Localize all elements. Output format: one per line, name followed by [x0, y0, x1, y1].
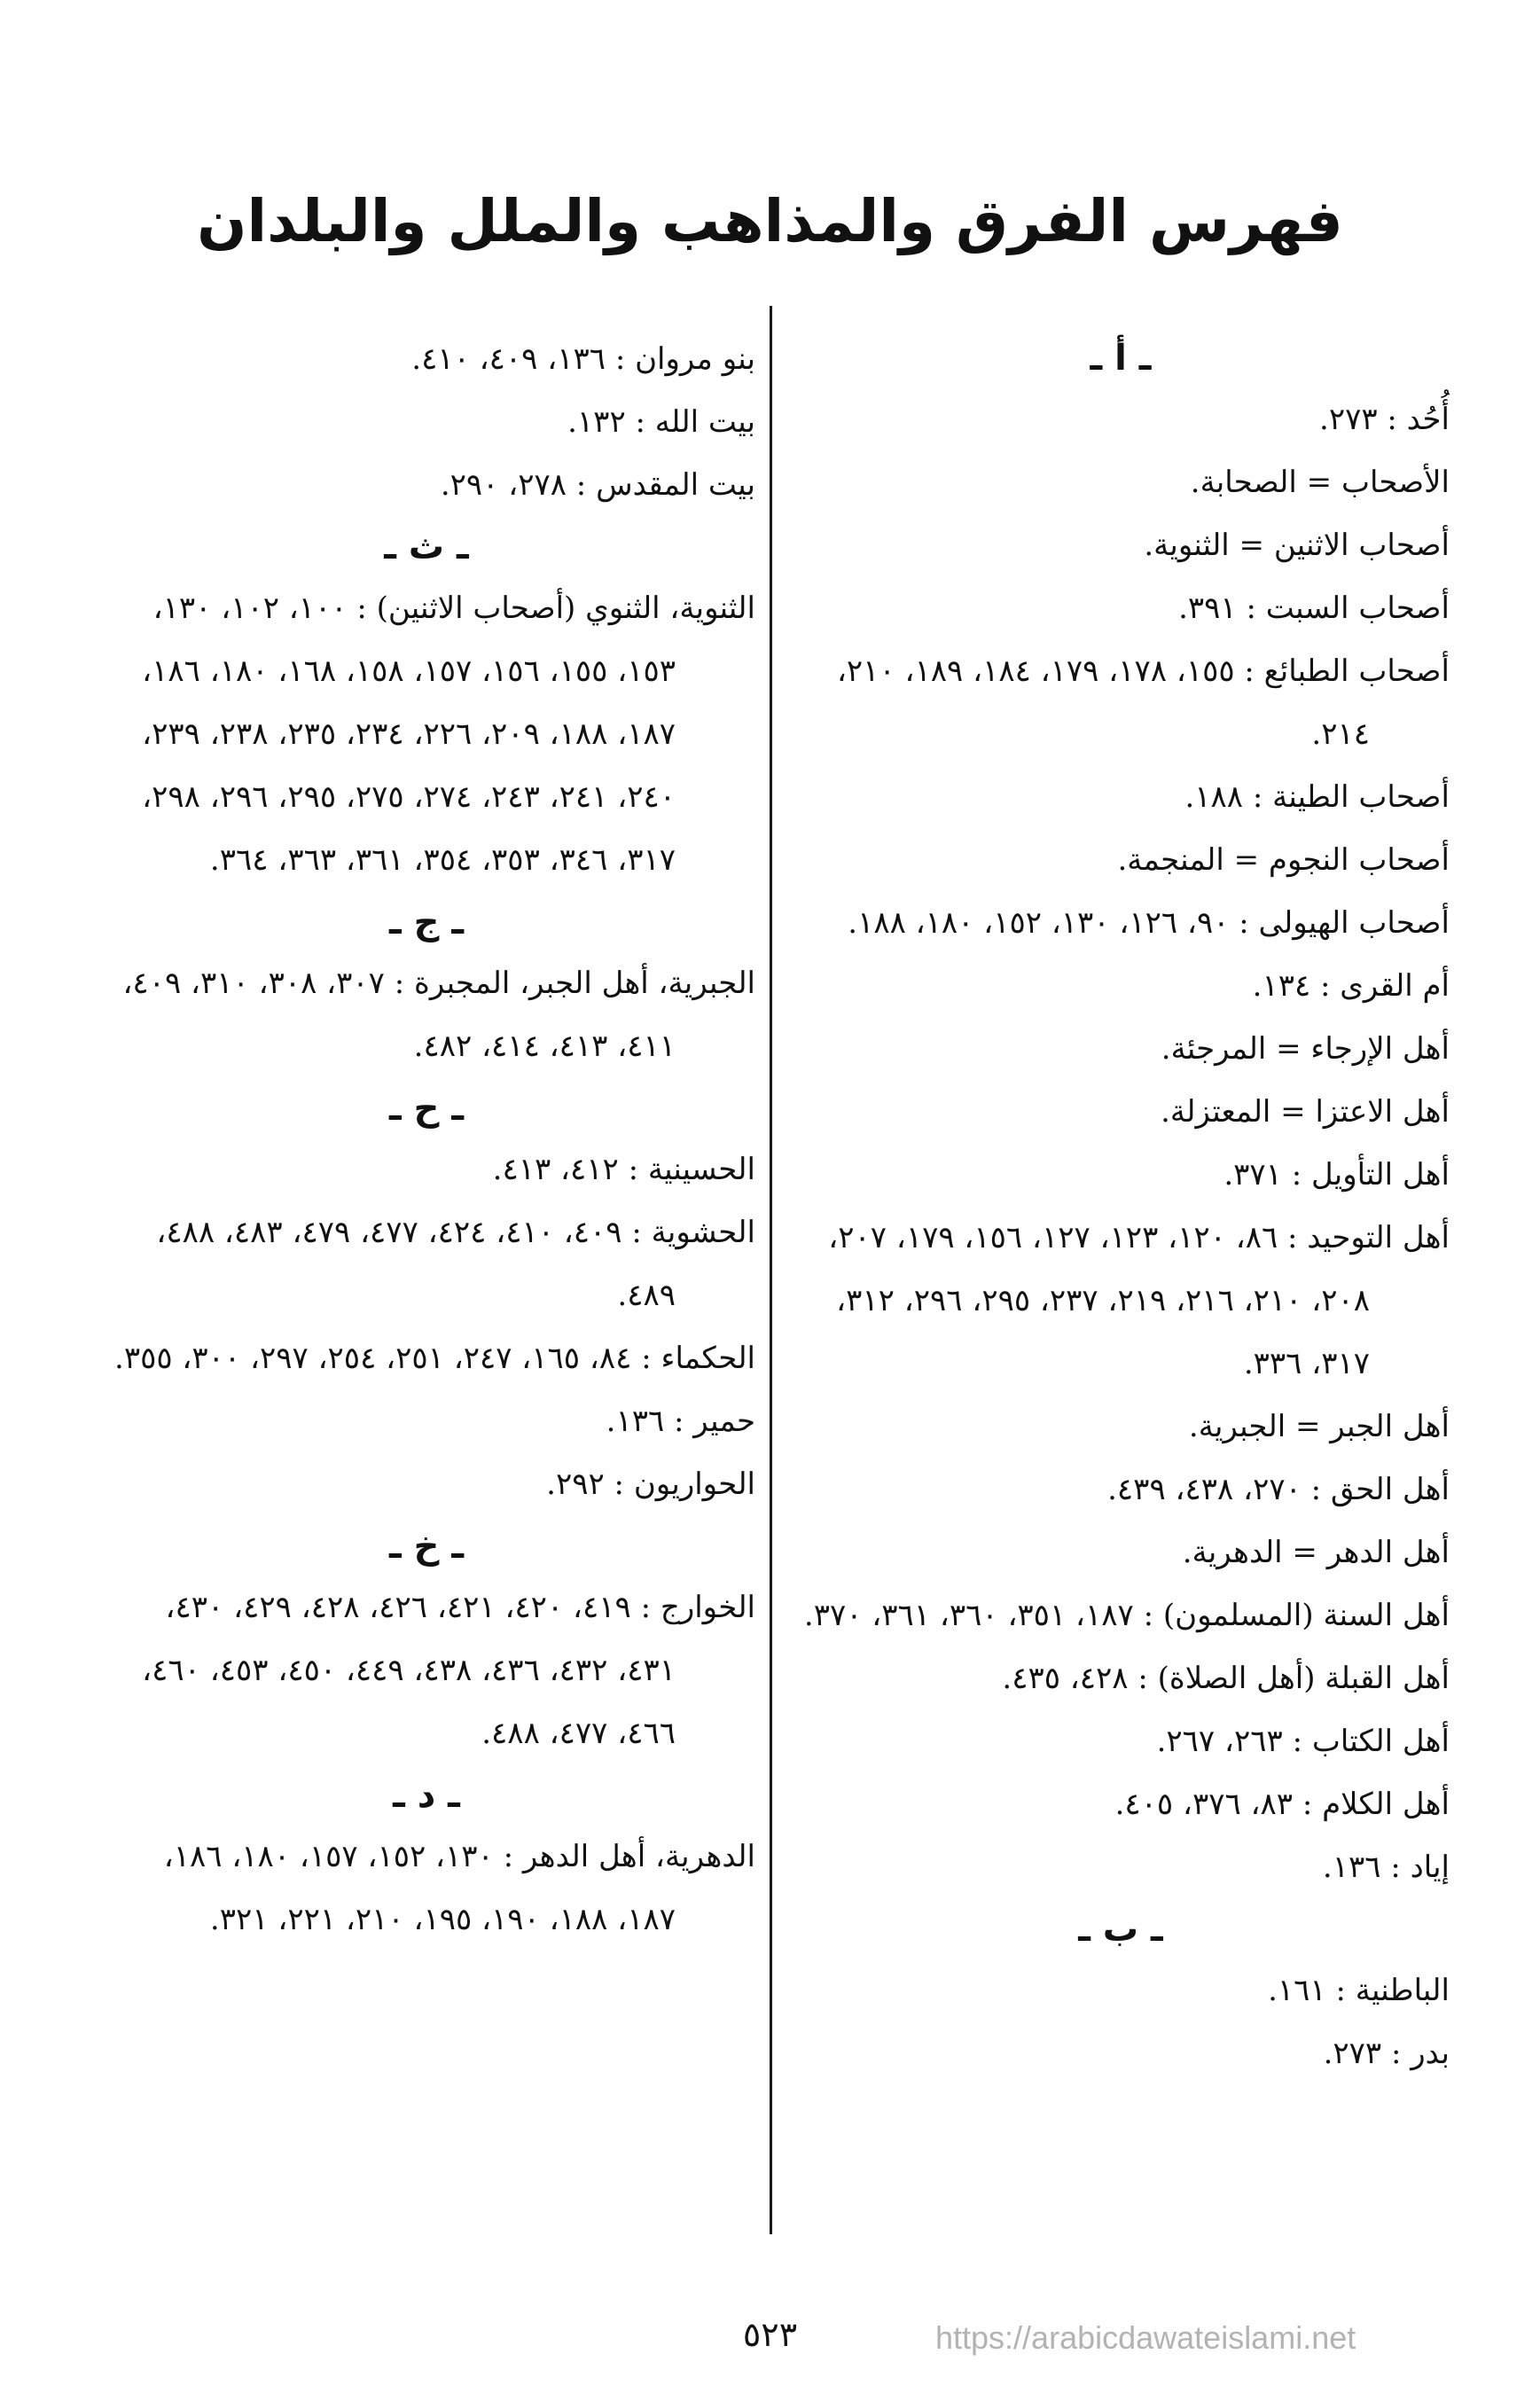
index-entry: الدهرية، أهل الدهر : ١٣٠، ١٥٢، ١٥٧، ١٨٠، ١٨٦، ١٨٧، ١٨٨، ١٩٠، ١٩٥، ٢١٠، ٢٢١، ٣٢١.	[163, 1839, 755, 1937]
index-entry: بيت الله : ١٣٢.	[567, 404, 755, 440]
index-entry: أصحاب الاثنين = الثنوية.	[1144, 528, 1450, 563]
section-heading-ha: ـ ح ـ	[388, 1088, 465, 1129]
index-entry: أهل الحق : ٢٧٠، ٤٣٨، ٤٣٩.	[1107, 1472, 1450, 1507]
index-entry: أهل الكلام : ٨٣، ٣٧٦، ٤٠٥.	[1114, 1787, 1450, 1822]
index-entry: أصحاب الهيولى : ٩٠، ١٢٦، ١٣٠، ١٥٢، ١٨٠، ١٨٨.	[848, 905, 1450, 941]
index-entry: أهل الدهر = الدهرية.	[1182, 1535, 1450, 1570]
index-entry: أصحاب النجوم = المنجمة.	[1117, 842, 1450, 878]
index-entry: أصحاب الطبائع : ١٥٥، ١٧٨، ١٧٩، ١٨٤، ١٨٩، ٢١٠، ٢١٤.	[836, 653, 1450, 752]
index-entry: الخوارج : ٤١٩، ٤٢٠، ٤٢١، ٤٢٦، ٤٢٨، ٤٢٩، ٤٣٠، ٤٣١، ٤٣٢، ٤٣٦، ٤٣٨، ٤٤٩، ٤٥٠، ٤٥٣، ٤٦٠، ٤٦٦، ٤٧٧، ٤٨٨.	[142, 1590, 755, 1751]
index-column-left	[98, 328, 755, 1951]
section-heading-jim: ـ ج ـ	[388, 902, 465, 942]
index-entry: أهل الإرجاء = المرجئة.	[1161, 1031, 1450, 1067]
index-entry: الأصحاب = الصحابة.	[1190, 465, 1450, 500]
index-entry: أهل الجبر = الجبرية.	[1188, 1409, 1450, 1444]
index-entry: حمير : ١٣٦.	[606, 1404, 755, 1439]
page-number: ٥٢٣	[742, 2315, 798, 2354]
index-entry: الحشوية : ٤٠٩، ٤١٠، ٤٢٤، ٤٧٧، ٤٧٩، ٤٨٣، ٤٨٨، ٤٨٩.	[156, 1215, 755, 1313]
index-entry: إياد : ١٣٦.	[1322, 1849, 1450, 1885]
column-divider	[770, 306, 772, 2234]
index-entry: أصحاب الطينة : ١٨٨.	[1184, 779, 1450, 815]
index-entry: أهل السنة (المسلمون) : ١٨٧، ٣٥١، ٣٦٠، ٣٦١، ٣٧٠.	[803, 1598, 1450, 1633]
index-entry: الثنوية، الثنوي (أصحاب الاثنين) : ١٠٠، ١٠٢، ١٣٠، ١٥٣، ١٥٥، ١٥٦، ١٥٧، ١٥٨، ١٦٨، ١٨٠، ١٨٦، ١٨٧، ١٨٨، ٢٠٩، ٢٢٦، ٢٣٤، ٢٣٥، ٢٣٨، ٢٣٩، ٢٤٠، ٢٤١، ٢٤٣، ٢٧٤، ٢٧٥، ٢٩٥، ٢٩٦، ٢٩٨، ٣١٧، ٣٤٦، ٣٥٣، ٣٥٤، ٣٦١، ٣٦٣، ٣٦٤.	[142, 590, 755, 878]
index-entry: الحكماء : ٨٤، ١٦٥، ٢٤٧، ٢٥١، ٢٥٤، ٢٩٧، ٣٠٠، ٣٥٥.	[114, 1341, 755, 1376]
index-entry: أهل الكتاب : ٢٦٣، ٢٦٧.	[1156, 1724, 1450, 1759]
index-entry: أهل الاعتزا = المعتزلة.	[1161, 1094, 1450, 1130]
index-entry: أهل القبلة (أهل الصلاة) : ٤٢٨، ٤٣٥.	[1002, 1661, 1450, 1696]
index-entry: بدر : ٢٧٣.	[1323, 2036, 1450, 2071]
index-entry: بنو مروان : ١٣٦، ٤٠٩، ٤١٠.	[411, 341, 755, 377]
section-heading-kha: ـ خ ـ	[388, 1526, 465, 1567]
index-entry: أصحاب السبت : ٣٩١.	[1178, 590, 1450, 626]
index-column-right	[792, 328, 1450, 2085]
index-entry: الحواريون : ٢٩٢.	[546, 1466, 755, 1502]
index-entry: الحسينية : ٤١٢، ٤١٣.	[492, 1152, 755, 1187]
section-heading-alif: ـ أ ـ	[1090, 338, 1152, 379]
watermark-url: https://arabicdawateislami.net	[935, 2319, 1356, 2356]
section-heading-dal: ـ د ـ	[393, 1775, 460, 1816]
index-entry: الباطنية : ١٦١.	[1268, 1973, 1450, 2008]
index-entry: أُحُد : ٢٧٣.	[1319, 402, 1450, 437]
page-title: فهرس الفرق والمذاهب والملل والبلدان	[197, 187, 1343, 255]
index-entry: أهل التأويل : ٣٧١.	[1223, 1157, 1450, 1192]
index-entry: بيت المقدس : ٢٧٨، ٢٩٠.	[440, 467, 755, 503]
index-entry: أهل التوحيد : ٨٦، ١٢٠، ١٢٣، ١٢٧، ١٥٦، ١٧٩، ٢٠٧، ٢٠٨، ٢١٠، ٢١٦، ٢١٩، ٢٣٧، ٢٩٥، ٢٩٦، ٣١٢، ٣١٧، ٣٣٦.	[828, 1220, 1450, 1381]
section-heading-ba: ـ ب ـ	[1078, 1909, 1163, 1950]
index-entry: أم القرى : ١٣٤.	[1252, 968, 1450, 1004]
section-heading-tha: ـ ث ـ	[384, 527, 469, 567]
index-entry: الجبرية، أهل الجبر، المجبرة : ٣٠٧، ٣٠٨، ٣١٠، ٤٠٩، ٤١١، ٤١٣، ٤١٤، ٤٨٢.	[122, 966, 755, 1064]
